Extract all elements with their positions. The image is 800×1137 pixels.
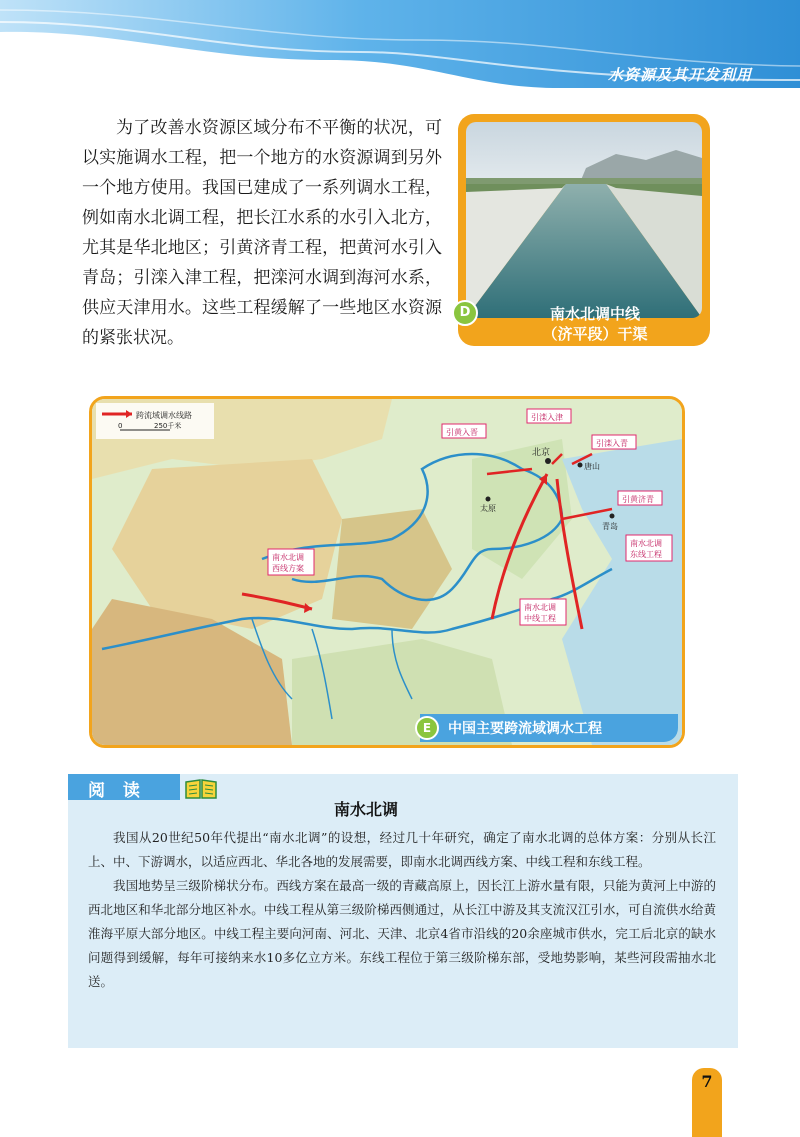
callout-yinhuang-jiqing (618, 491, 662, 505)
map-legend-box (96, 403, 214, 439)
scale-zero: 0 (118, 422, 123, 430)
svg-text:南水北调: 南水北调 (630, 539, 662, 548)
photo-caption (488, 304, 702, 344)
book-icon (184, 778, 218, 800)
photo-caption-line2: （济平段）干渠 (542, 325, 648, 343)
map-caption: 中国主要跨流域调水工程 (448, 721, 602, 737)
canal-illustration (466, 122, 702, 318)
canal-photo (466, 122, 702, 318)
svg-text:引黄入晋: 引黄入晋 (446, 428, 478, 437)
figure-badge-e: E (415, 716, 439, 740)
callout-yinhuang-rujin (442, 424, 486, 438)
reading-text (88, 826, 716, 994)
reading-label: 阅 读 (88, 781, 146, 801)
scale-label: 250千米 (154, 422, 182, 430)
callout-middle-line (520, 599, 566, 625)
svg-text:南水北调: 南水北调 (272, 553, 304, 562)
water-transfer-map (89, 396, 685, 748)
reading-paragraph-1: 我国从20世纪50年代提出“南水北调”的设想，经过几十年研究，确定了南水北调的总体方案：分别从长江上、中、下游调水，以适应西北、华北各地的发展需要，即南水北调西线方案、中线工程和东线工程。 (88, 830, 716, 869)
svg-text:引滦入津: 引滦入津 (531, 413, 563, 422)
place-tangshan: 唐山 (584, 462, 600, 471)
svg-text:引滦入青: 引滦入青 (596, 439, 628, 448)
callout-west-line (268, 549, 314, 575)
body-paragraph-block (82, 113, 442, 353)
legend-label: 跨流域调水线路 (136, 411, 192, 420)
callout-yinluan-ruqing (592, 435, 636, 449)
beijing-marker (545, 458, 551, 464)
svg-text:中线工程: 中线工程 (524, 614, 556, 623)
figure-badge-d: D (452, 300, 478, 326)
chapter-title: 水资源及其开发利用 (607, 66, 752, 84)
photo-caption-line1: 南水北调中线 (549, 305, 640, 323)
reading-paragraph-2: 我国地势呈三级阶梯状分布。西线方案在最高一级的青藏高原上，因长江上游水量有限，只能为黄河上中游的西北地区和华北部分地区补水。中线工程从第三级阶梯西侧通过，从长江中游及其支流汉江引水，可自流供水给黄淮海平原大部分地区。中线工程主要向河南、河北、天津、北京4省市沿线的20余座城市供水，完工后北京的缺水问题得到缓解，每年可接纳来水10多亿立方米。东线工程位于第三级阶梯东部，受地势影响，某些河段需抽水北送。 (88, 878, 716, 989)
tangshan-marker (578, 463, 583, 468)
taiyuan-marker (486, 497, 491, 502)
svg-text:东线工程: 东线工程 (630, 550, 662, 559)
qingdao-marker (610, 514, 615, 519)
svg-text:南水北调: 南水北调 (524, 603, 556, 612)
svg-text:引黄济青: 引黄济青 (622, 495, 654, 504)
photo-panel (458, 114, 710, 346)
page-number: 7 (701, 1072, 713, 1091)
callout-east-line (626, 535, 672, 561)
place-taiyuan: 太原 (480, 504, 496, 513)
reading-title: 南水北调 (334, 800, 399, 819)
place-beijing: 北京 (532, 448, 551, 458)
map-illustration (92, 399, 682, 745)
place-qingdao: 青岛 (602, 522, 618, 531)
svg-text:西线方案: 西线方案 (272, 564, 304, 573)
body-paragraph: 为了改善水资源区域分布不平衡的状况，可以实施调水工程，把一个地方的水资源调到另外一个地方使用。我国已建成了一系列调水工程，例如南水北调工程，把长江水系的水引入北方，尤其是华北地区；引黄济青工程，把黄河水引入青岛；引滦入津工程，把滦河水调到海河水系，供应天津用水。这些工程缓解了一些地区水资源的紧张状况。 (82, 118, 442, 348)
callout-yinluan-rujin (527, 409, 571, 423)
